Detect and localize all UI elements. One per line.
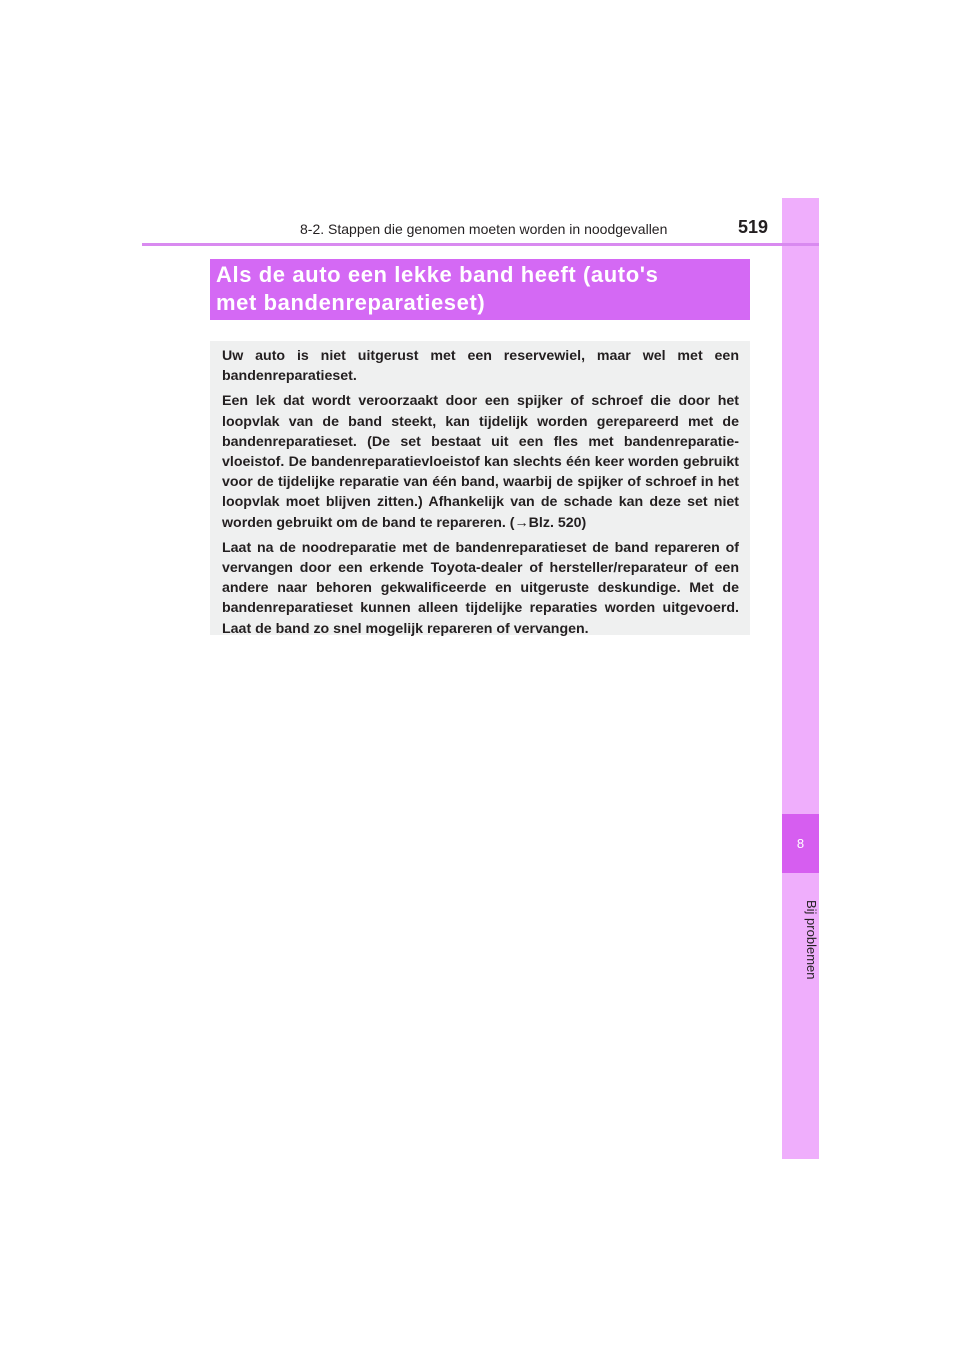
page-title [216,261,744,317]
chapter-number-tab [782,814,819,873]
info-paragraph-3: Laat na de noodreparatie met de bandenreparatieset de band repareren of vervangen door een erkende Toyota-dealer of hersteller/reparateur of een andere naar behoren gekwalificeerde en uitgeruste deskundige. Met de bandenreparatieset kunnen alleen tijdelijke reparaties worden uitgevoerd. Laat de band zo snel mogelijk repareren of vervangen. [222,539,739,637]
info-box [210,341,750,635]
chapter-number: 8 [796,836,805,851]
section-title: 8-2. Stappen die genomen moeten worden in noodgevallen [300,221,668,237]
title-banner [210,259,750,320]
page-number: 519 [738,217,769,237]
chapter-label-text: Bij problemen [804,900,819,980]
page-title-line2: met bandenreparatieset) [216,290,486,315]
chapter-label [782,880,819,1000]
page-title-line1: Als de auto een lekke band heeft (auto's [216,262,659,287]
side-tab [782,198,819,1159]
info-paragraph-2: Een lek dat wordt veroorzaakt door een spijker of schroef die door het loopvlak van de band steekt, kan tijdelijk worden gerepareerd met de bandenreparatieset. (De set bestaat uit een fles met bandenreparatievloeistof. De bandenreparatievloeistof kan slechts één keer worden gebruikt voor de tijdelijke reparatie van één band, waarbij de spijker of schroef in het loopvlak moet blijven zitten.) Afhankelijk van de schade kan deze set niet worden gebruikt om de band te repareren. (→Blz. 520) [222,393,739,531]
header-divider [142,243,819,246]
info-paragraph-1: Uw auto is niet uitgerust met een reservewiel, maar wel met een bandenreparatieset. [222,348,739,385]
